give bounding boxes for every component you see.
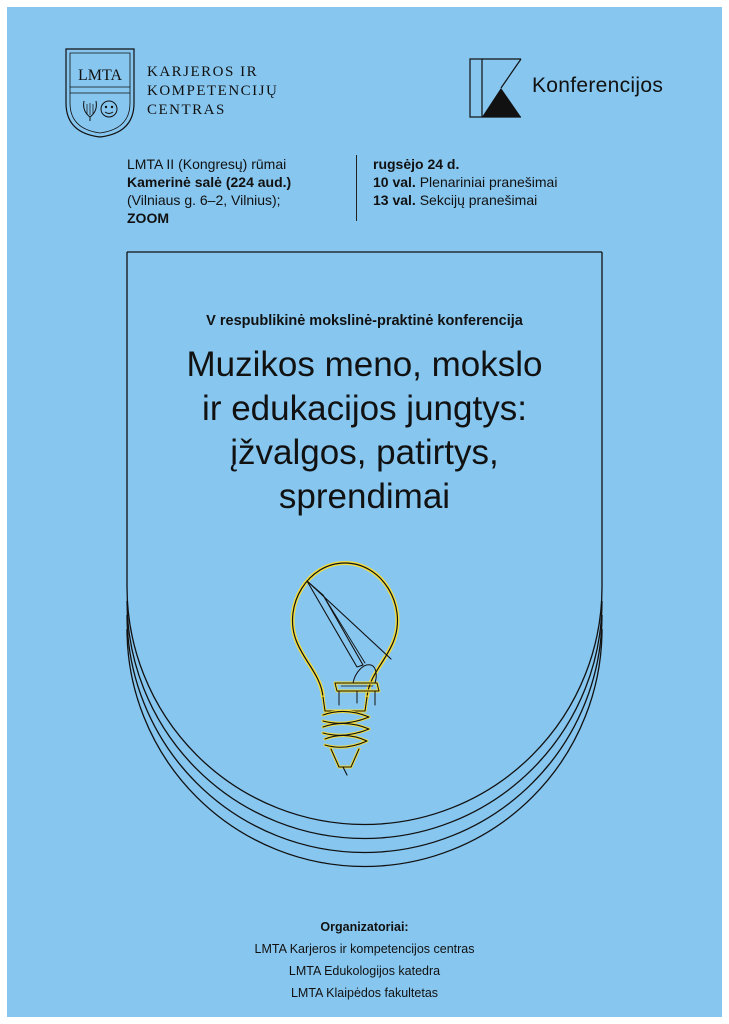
career-centre-line-1: KARJEROS IR <box>147 64 259 80</box>
konferencijos-label: Konferencijos <box>532 74 664 97</box>
venue-building: LMTA II (Kongresų) rūmai <box>127 156 287 172</box>
organizers-heading: Organizatoriai: <box>320 920 409 934</box>
conference-title <box>107 343 622 519</box>
organizer-item: LMTA Edukologijos katedra <box>288 964 441 978</box>
lmta-crest-logo <box>64 47 136 139</box>
event-date: rugsėjo 24 d. <box>373 156 460 172</box>
venue-zoom: ZOOM <box>127 210 169 226</box>
career-centre-name <box>147 63 278 120</box>
organizer-item: LMTA Klaipėdos fakultetas <box>290 986 439 1000</box>
schedule-row-sections: 13 val. Sekcijų pranešimai <box>373 192 538 208</box>
poster <box>7 7 722 1017</box>
venue-info <box>127 155 291 227</box>
conference-title-line-4: sprendimai <box>278 477 451 516</box>
organizer-item: LMTA Karjeros ir kompetencijos centras <box>254 942 475 956</box>
career-centre-line-2: KOMPETENCIJŲ <box>147 83 279 99</box>
conference-title-line-3: įžvalgos, patirtys, <box>230 433 499 472</box>
crest-text: LMTA <box>77 67 123 84</box>
info-divider <box>356 155 357 221</box>
schedule-row-plenary: 10 val. Plenariniai pranešimai <box>373 174 558 190</box>
venue-address: (Vilniaus g. 6–2, Vilnius); <box>127 192 281 208</box>
conference-title-line-1: Muzikos meno, mokslo <box>186 345 543 384</box>
conference-subtitle: V respublikinė mokslinė-praktinė konferencija <box>206 313 523 329</box>
organizers <box>167 916 562 1004</box>
konferencijos-k-logo <box>469 58 523 118</box>
career-centre-line-3: CENTRAS <box>147 102 226 118</box>
schedule-info <box>373 155 557 209</box>
lightbulb-piano-illustration <box>283 555 408 780</box>
conference-title-line-2: ir edukacijos jungtys: <box>202 389 527 428</box>
venue-hall: Kamerinė salė (224 aud.) <box>127 174 292 190</box>
